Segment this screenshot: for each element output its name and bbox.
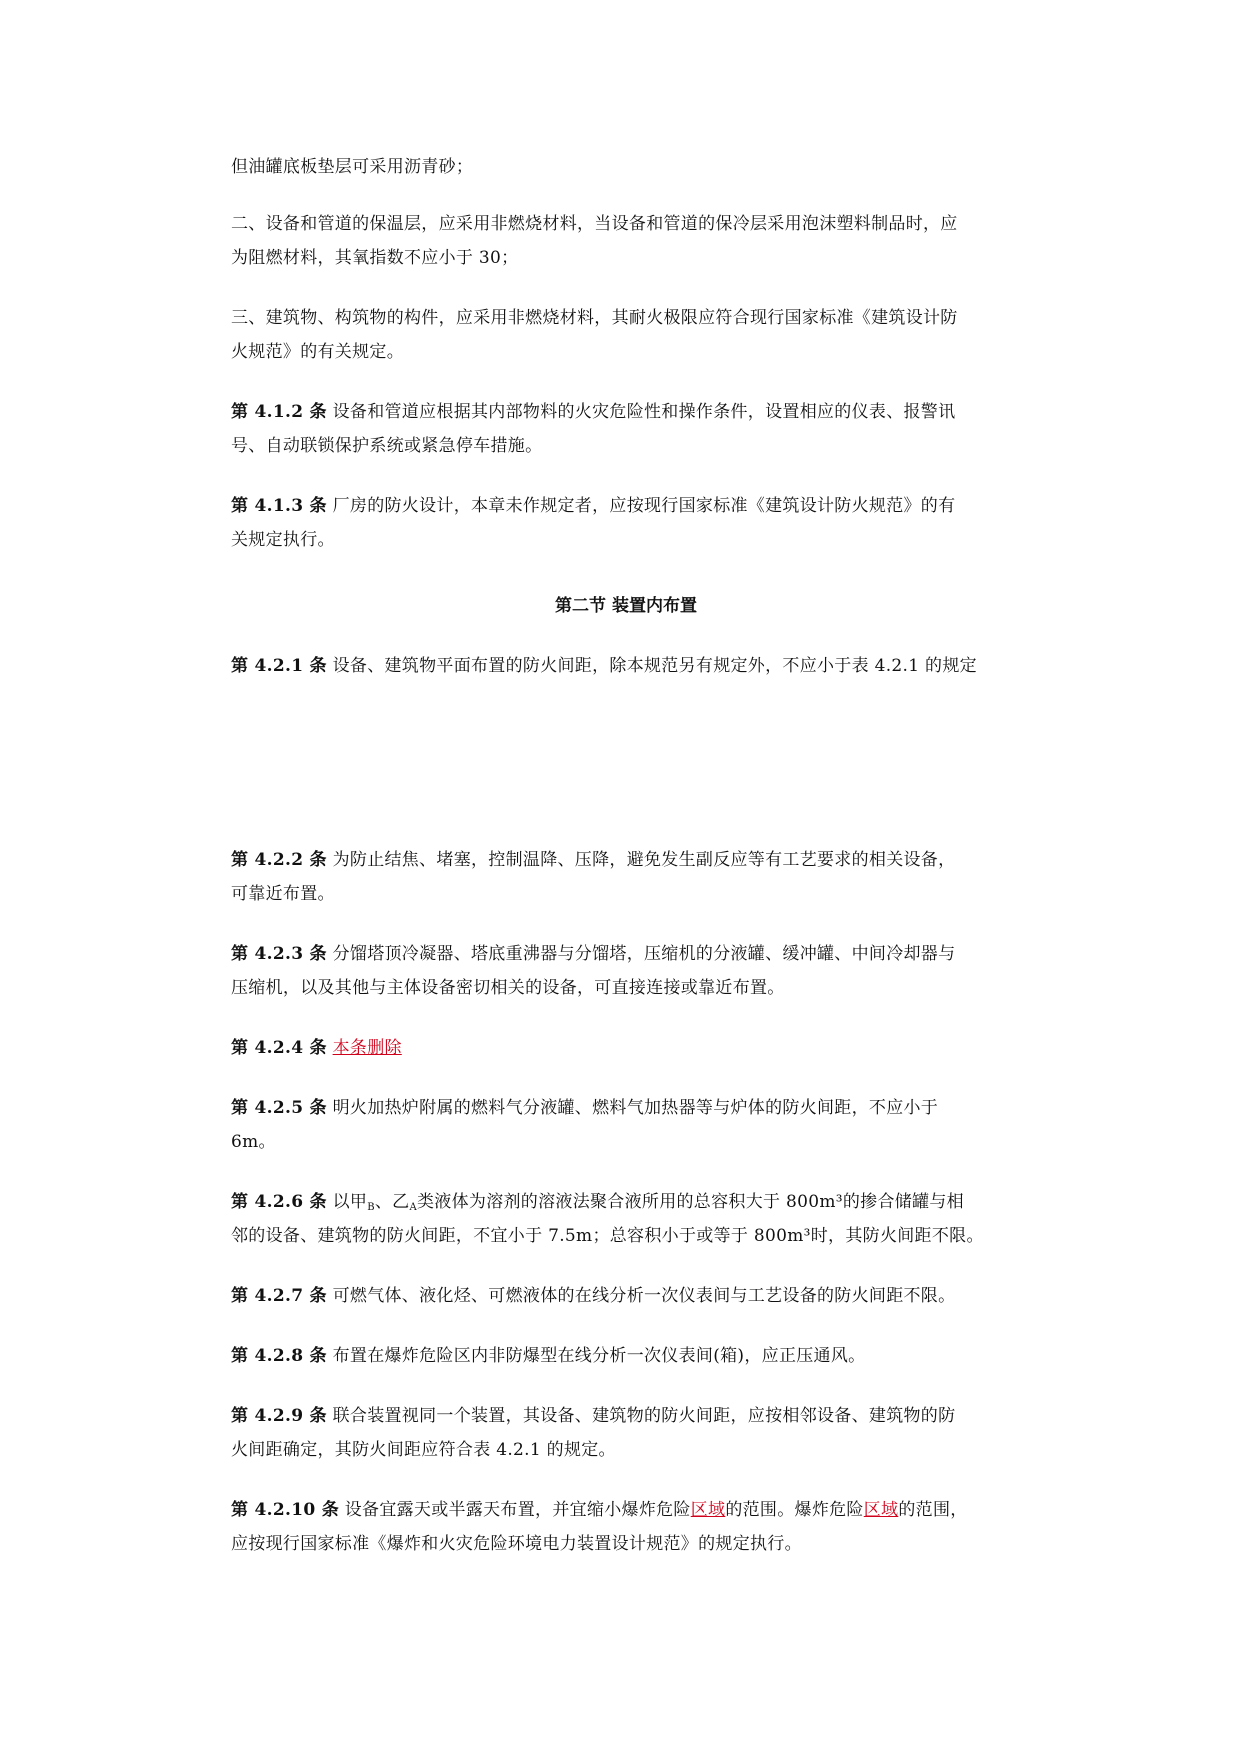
article-label: 第 4.2.3 条 [231, 944, 327, 964]
article-label: 第 4.2.10 条 [231, 1500, 339, 1520]
article-label: 第 4.2.1 条 [231, 656, 327, 676]
deleted-article-link[interactable]: 本条删除 [332, 1038, 402, 1058]
article-text: 类液体为溶剂的溶液法聚合液所用的总容积大于 800m³的掺合储罐与相 [417, 1192, 964, 1212]
article-text: 分馏塔顶冷凝器、塔底重沸器与分馏塔，压缩机的分液罐、缓冲罐、中间冷却器与 [332, 944, 956, 964]
region-link[interactable]: 区域 [863, 1500, 899, 1520]
article-4-2-7 [231, 1285, 955, 1307]
paragraph-line: 邻的设备、建筑物的防火间距，不宜小于 7.5m；总容积小于或等于 800m³时，其防火间距不限。 [231, 1226, 984, 1246]
paragraph-line: 但油罐底板垫层可采用沥青砂； [231, 157, 474, 177]
article-4-1-3 [231, 495, 955, 517]
section-title: 第二节 装置内布置 [555, 596, 697, 616]
paragraph-line: 号、自动联锁保护系统或紧急停车措施。 [231, 436, 543, 456]
article-4-2-8 [231, 1345, 865, 1367]
article-4-2-1 [231, 655, 977, 677]
article-label: 第 4.2.2 条 [231, 850, 327, 870]
article-text: 设备宜露天或半露天布置，并宜缩小爆炸危险 [344, 1500, 691, 1520]
article-4-2-3 [231, 943, 955, 965]
paragraph-line: 火规范》的有关规定。 [231, 342, 404, 362]
article-text: 联合装置视同一个装置，其设备、建筑物的防火间距，应按相邻设备、建筑物的防 [332, 1406, 956, 1426]
paragraph-line: 二、设备和管道的保温层，应采用非燃烧材料，当设备和管道的保冷层采用泡沫塑料制品时，应 [231, 214, 958, 234]
article-label: 第 4.2.6 条 [231, 1192, 327, 1212]
article-4-2-5 [231, 1097, 938, 1119]
article-text: 的范围， [898, 1500, 968, 1520]
article-4-2-6 [231, 1191, 964, 1219]
paragraph-line: 6m。 [231, 1132, 276, 1152]
article-4-1-2 [231, 401, 955, 423]
article-text: 为防止结焦、堵塞，控制温降、压降，避免发生副反应等有工艺要求的相关设备， [332, 850, 956, 870]
article-text: 明火加热炉附属的燃料气分液罐、燃料气加热器等与炉体的防火间距，不应小于 [332, 1098, 939, 1118]
paragraph-line: 可靠近布置。 [231, 884, 335, 904]
article-text: 的范围。爆炸危险 [725, 1500, 864, 1520]
article-text: 、乙 [374, 1192, 410, 1212]
article-4-2-10 [231, 1499, 968, 1521]
subscript: B [367, 1202, 375, 1213]
region-link[interactable]: 区域 [690, 1500, 726, 1520]
article-text: 以甲 [332, 1192, 368, 1212]
article-label: 第 4.1.2 条 [231, 402, 327, 422]
paragraph-line: 应按现行国家标准《爆炸和火灾危险环境电力装置设计规范》的规定执行。 [231, 1534, 802, 1554]
paragraph-line: 为阻燃材料，其氧指数不应小于 30； [231, 248, 519, 268]
article-label: 第 4.2.8 条 [231, 1346, 327, 1366]
paragraph-line: 关规定执行。 [231, 530, 335, 550]
article-text: 设备、建筑物平面布置的防火间距，除本规范另有规定外，不应小于表 4.2.1 的规定 [332, 656, 977, 676]
article-text: 布置在爆炸危险区内非防爆型在线分析一次仪表间(箱)，应正压通风。 [332, 1346, 866, 1366]
article-label: 第 4.2.5 条 [231, 1098, 327, 1118]
subscript: A [409, 1202, 417, 1213]
article-text: 设备和管道应根据其内部物料的火灾危险性和操作条件，设置相应的仪表、报警讯 [332, 402, 956, 422]
article-4-2-9 [231, 1405, 955, 1427]
article-label: 第 4.2.7 条 [231, 1286, 327, 1306]
article-label: 第 4.2.9 条 [231, 1406, 327, 1426]
paragraph-line: 压缩机，以及其他与主体设备密切相关的设备，可直接连接或靠近布置。 [231, 978, 785, 998]
article-text: 可燃气体、液化烃、可燃液体的在线分析一次仪表间与工艺设备的防火间距不限。 [332, 1286, 956, 1306]
article-4-2-4 [231, 1037, 402, 1059]
article-text: 厂房的防火设计，本章未作规定者，应按现行国家标准《建筑设计防火规范》的有 [332, 496, 956, 516]
article-label: 第 4.1.3 条 [231, 496, 327, 516]
paragraph-line: 火间距确定，其防火间距应符合表 4.2.1 的规定。 [231, 1440, 616, 1460]
article-label: 第 4.2.4 条 [231, 1038, 327, 1058]
article-4-2-2 [231, 849, 955, 871]
paragraph-line: 三、建筑物、构筑物的构件，应采用非燃烧材料，其耐火极限应符合现行国家标准《建筑设计防 [231, 308, 958, 328]
